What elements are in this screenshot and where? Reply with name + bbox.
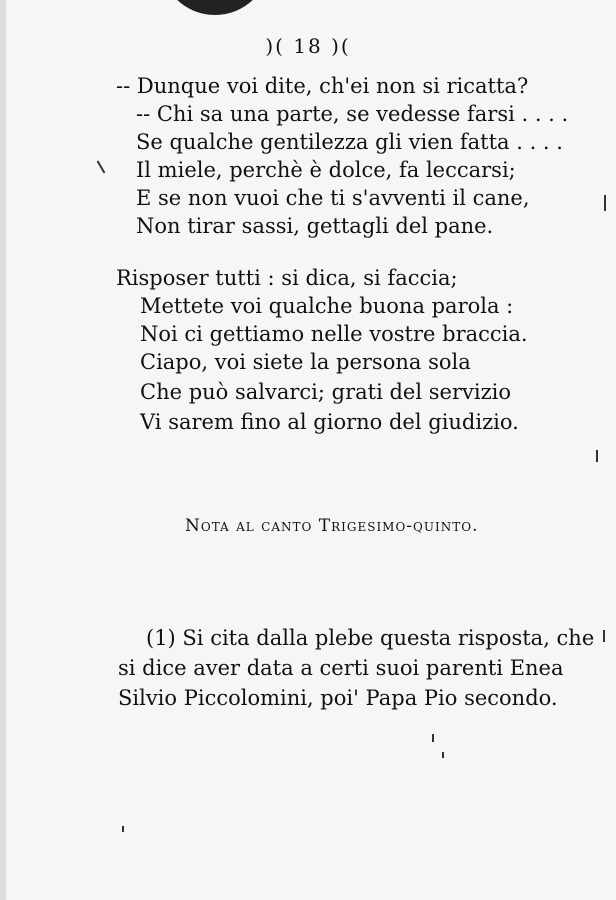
verse-line: Non tirar sassi, gettagli del pane. bbox=[136, 214, 494, 238]
scan-mark bbox=[596, 450, 598, 462]
scan-mark bbox=[442, 752, 444, 758]
page-number: )( 18 )( bbox=[265, 34, 351, 58]
scan-mark bbox=[122, 826, 124, 832]
scan-mark bbox=[432, 734, 434, 742]
scan-mark bbox=[603, 630, 605, 642]
scan-mark bbox=[97, 160, 106, 173]
verse-line: Risposer tutti : si dica, si faccia; bbox=[116, 266, 458, 290]
verse-line: Che può salvarci; grati del servizio bbox=[140, 380, 511, 404]
verse-line: Vi sarem fino al giorno del giudizio. bbox=[140, 410, 519, 434]
page-edge-shadow bbox=[0, 0, 6, 900]
footnote-line: Silvio Piccolomini, poi' Papa Pio secondo. bbox=[118, 686, 558, 710]
verse-line: -- Chi sa una parte, se vedesse farsi . . . . bbox=[136, 102, 569, 126]
verse-line: Il miele, perchè è dolce, fa leccarsi; bbox=[136, 158, 516, 182]
verse-line: Mettete voi qualche buona parola : bbox=[140, 294, 514, 318]
footnote-line: (1) Si cita dalla plebe questa risposta, che bbox=[146, 626, 595, 650]
scan-mark bbox=[604, 195, 606, 211]
verse-line: Ciapo, voi siete la persona sola bbox=[140, 350, 471, 374]
note-heading: Nota al canto Trigesimo-quinto. bbox=[185, 516, 479, 536]
verse-line: Noi ci gettiamo nelle vostre braccia. bbox=[140, 322, 528, 346]
verse-line: E se non vuoi che ti s'avventi il cane, bbox=[136, 186, 530, 210]
footnote-line: si dice aver data a certi suoi parenti Enea bbox=[118, 656, 564, 680]
verse-line: Se qualche gentilezza gli vien fatta . . . . bbox=[136, 130, 563, 154]
verse-line: -- Dunque voi dite, ch'ei non si ricatta? bbox=[116, 74, 529, 98]
scan-artifact bbox=[160, 0, 270, 15]
